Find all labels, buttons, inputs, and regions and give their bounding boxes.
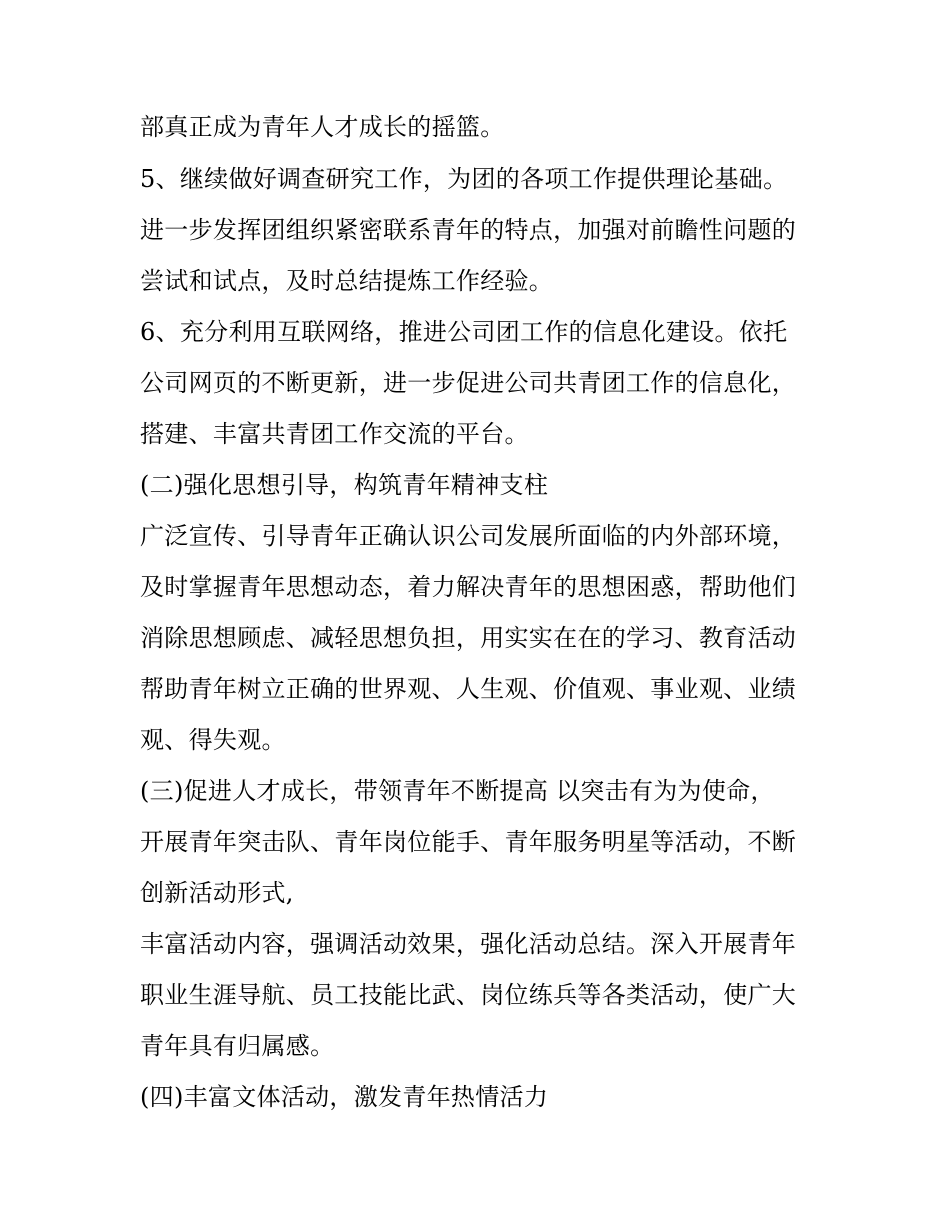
text-line: 青年具有归属感。 xyxy=(140,1032,335,1060)
text-line: 创新活动形式, xyxy=(140,879,294,907)
text-line: 及时掌握青年思想动态，着力解决青年的思想困惑，帮助他们 xyxy=(140,573,797,601)
text-line: 观、得失观。 xyxy=(140,726,286,754)
text-line: 丰富活动内容，强调活动效果，强化活动总结。深入开展青年 xyxy=(140,930,797,958)
text-line: 进一步发挥团组织紧密联系青年的特点，加强对前瞻性问题的 xyxy=(140,216,797,244)
text-line: 部真正成为青年人才成长的摇篮。 xyxy=(140,113,505,141)
text-line: 6、充分利用互联网络，推进公司团工作的信息化建设。依托 xyxy=(140,318,788,346)
section-heading: (四)丰富文体活动，激发青年热情活力 xyxy=(140,1083,549,1111)
text-line: 搭建、丰富共青团工作交流的平台。 xyxy=(140,420,529,448)
text-line: 帮助青年树立正确的世界观、人生观、价值观、事业观、业绩 xyxy=(140,675,797,703)
section-heading: (二)强化思想引导，构筑青年精神支柱 xyxy=(140,471,549,499)
text-line: 开展青年突击队、青年岗位能手、青年服务明星等活动，不断 xyxy=(140,828,797,856)
text-line: 公司网页的不断更新，进一步促进公司共青团工作的信息化， xyxy=(140,369,797,397)
section-heading: (三)促进人才成长，带领青年不断提高 以突击有为为使命， xyxy=(140,777,775,805)
text-line: 尝试和试点，及时总结提炼工作经验。 xyxy=(140,267,554,295)
text-line: 广泛宣传、引导青年正确认识公司发展所面临的内外部环境， xyxy=(140,522,797,550)
text-line: 消除思想顾虑、减轻思想负担，用实实在在的学习、教育活动 xyxy=(140,624,797,652)
text-line: 职业生涯导航、员工技能比武、岗位练兵等各类活动，使广大 xyxy=(140,981,797,1009)
text-line: 5、继续做好调查研究工作，为团的各项工作提供理论基础。 xyxy=(140,165,788,193)
